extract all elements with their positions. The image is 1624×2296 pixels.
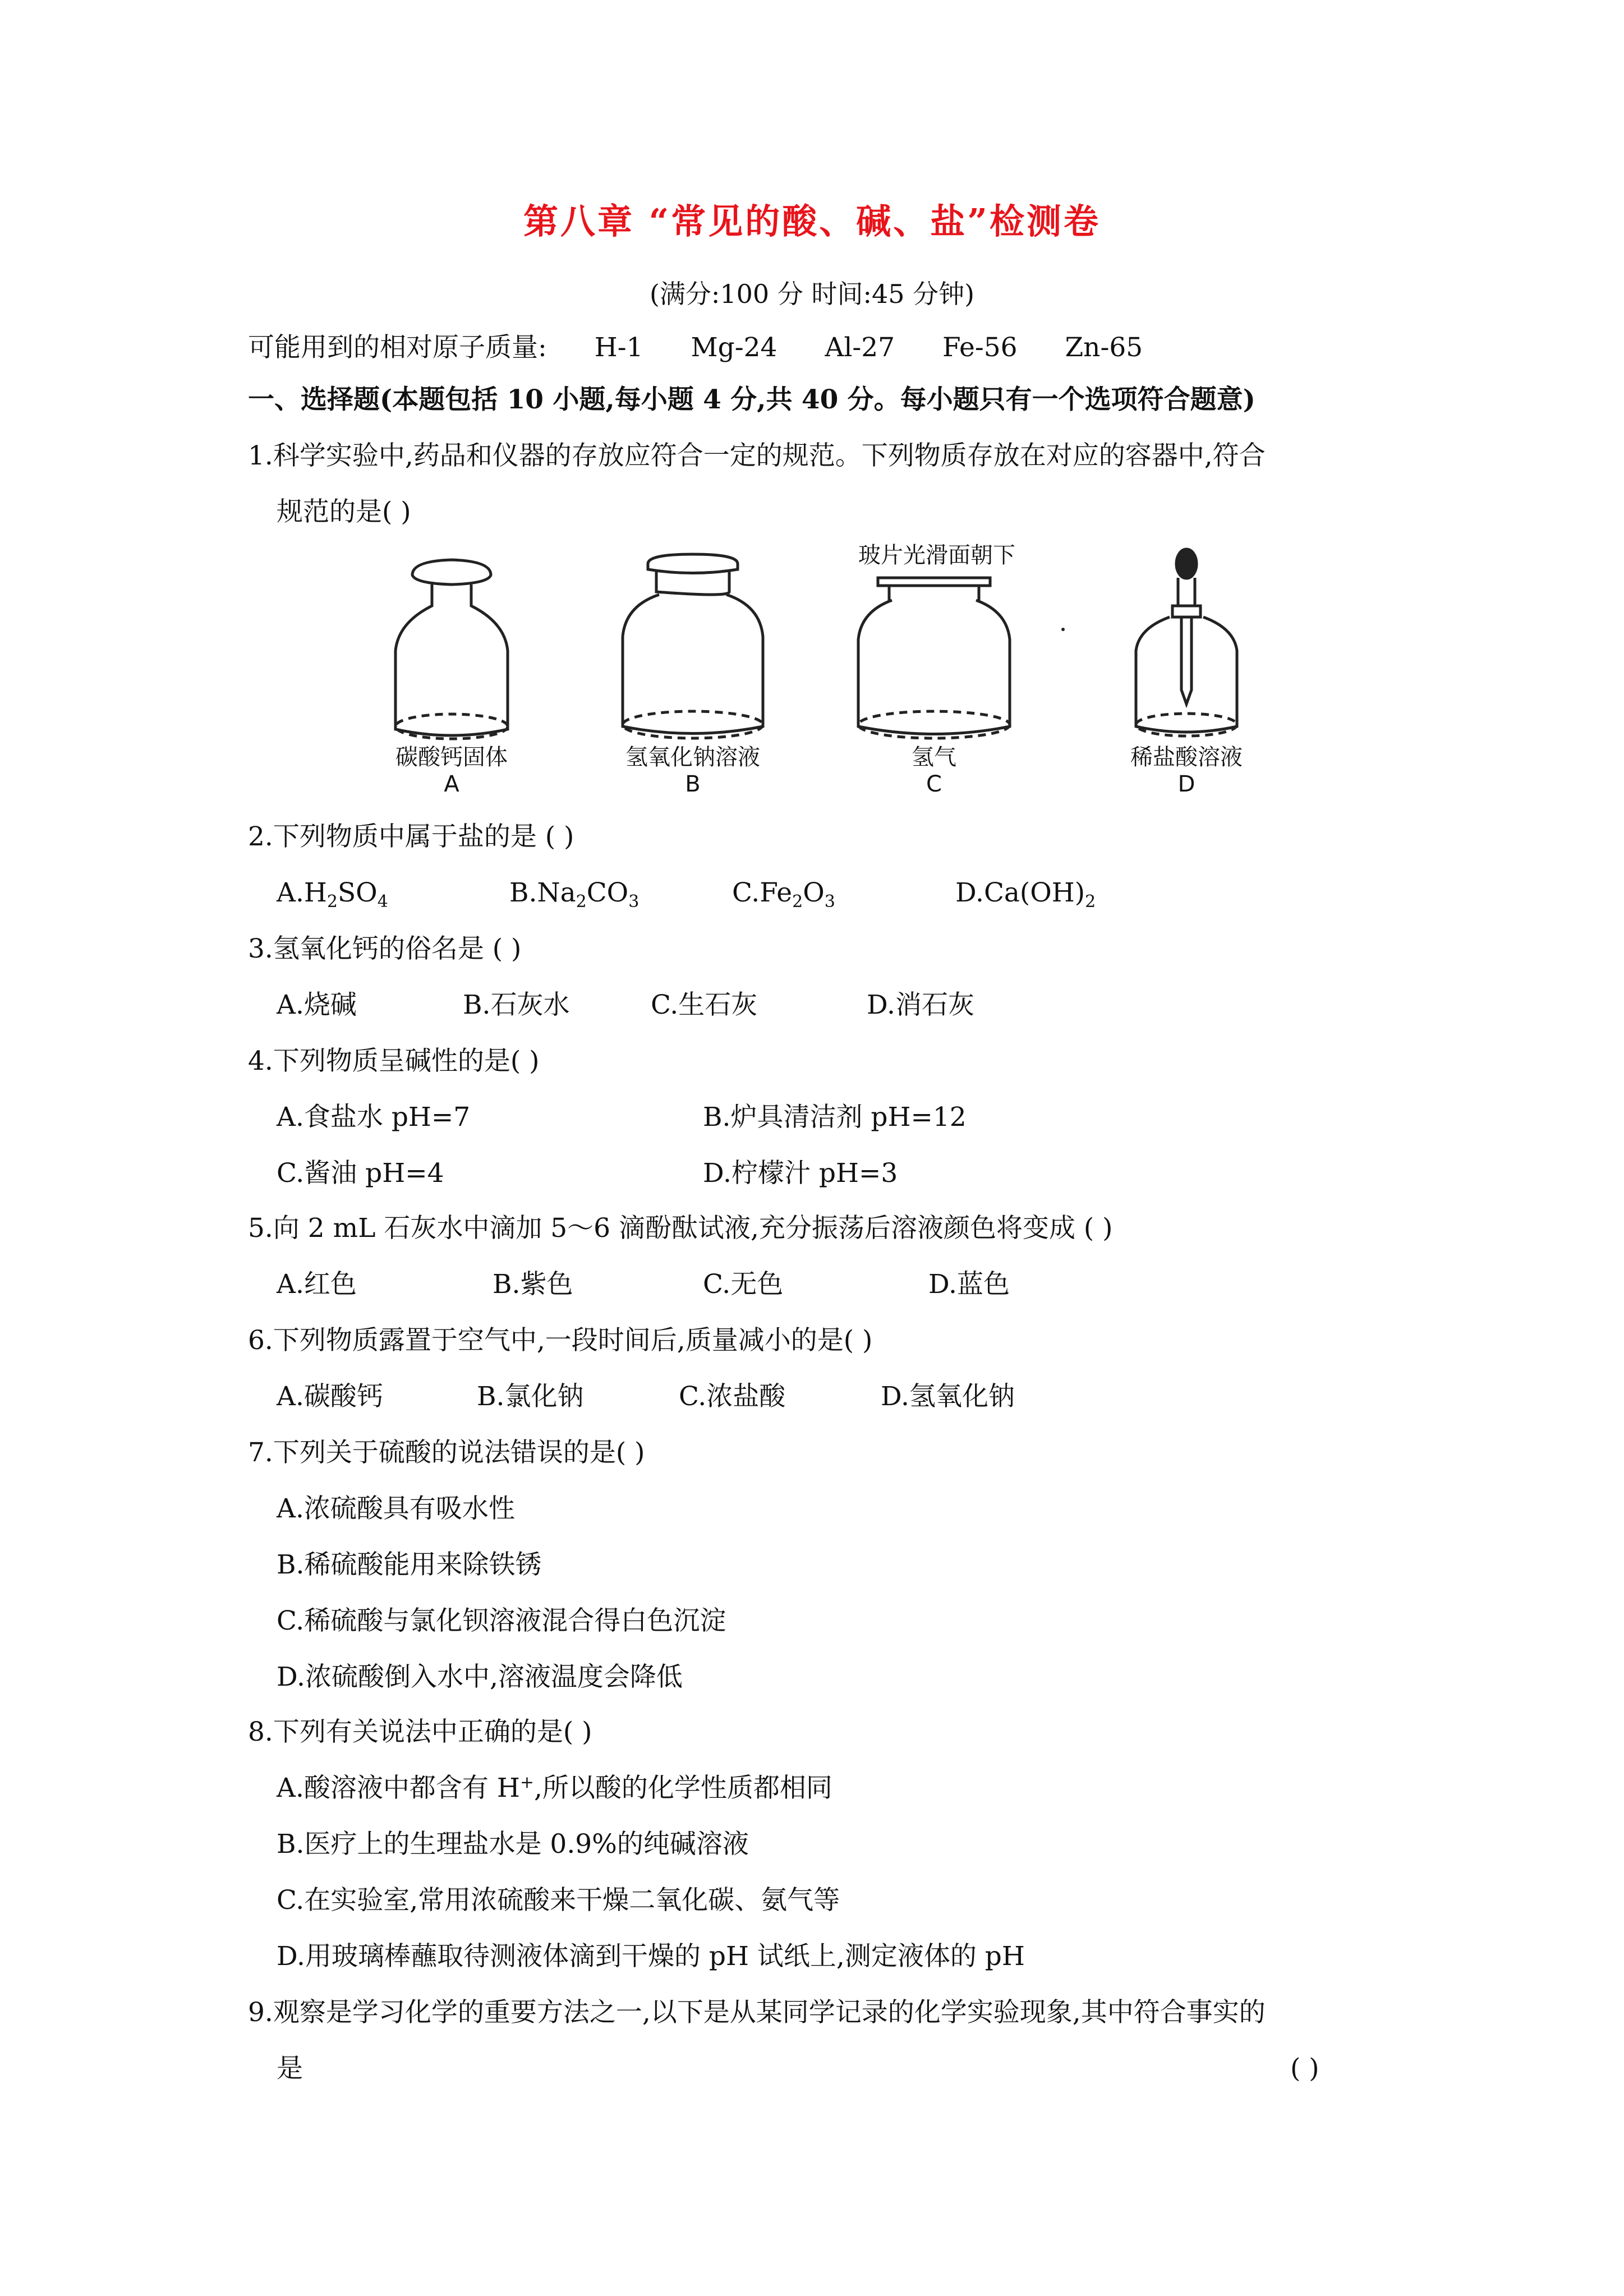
question-6-option-b: B.氯化钠 — [477, 1381, 584, 1412]
bottle-a-label: 碳酸钙固体 — [395, 744, 508, 770]
bottle-figure — [337, 544, 1318, 808]
question-7-option-a: A.浓硫酸具有吸水性 — [277, 1493, 515, 1524]
question-5-option-a: A.红色 — [277, 1269, 357, 1300]
bottle-b-letter: B — [685, 771, 701, 797]
question-4-option-d: D.柠檬汁 pH=3 — [703, 1158, 898, 1189]
question-3-option-c: C.生石灰 — [651, 990, 758, 1020]
question-6-option-c: C.浓盐酸 — [679, 1381, 786, 1412]
question-2-option-a: $A.H_2SO_4$ — [277, 877, 388, 912]
atomic-mass-al: Al-27 — [825, 332, 895, 363]
question-6-option-d: D.氢氧化钠 — [881, 1381, 1015, 1412]
question-5-stem: 5.向 2 mL 石灰水中滴加 5～6 滴酚酞试液,充分振荡后溶液颜色将变成 ( ) — [248, 1213, 1113, 1244]
bottle-a-letter: A — [444, 771, 459, 797]
question-7-option-d: D.浓硫酸倒入水中,溶液温度会降低 — [277, 1662, 683, 1692]
question-7-stem: 7.下列关于硫酸的说法错误的是( ) — [248, 1437, 645, 1468]
question-5-option-b: B.紫色 — [493, 1269, 573, 1300]
question-3-option-b: B.石灰水 — [463, 990, 570, 1020]
question-2-option-d: $D.Ca(OH)_2$ — [955, 877, 1096, 912]
question-2-option-b: $B.Na_2CO_3$ — [509, 877, 640, 912]
bottle-a-icon — [395, 560, 508, 739]
atomic-mass-zn: Zn-65 — [1065, 332, 1143, 363]
exam-info: (满分:100 分 时间:45 分钟) — [649, 279, 975, 309]
question-8-option-d: D.用玻璃棒蘸取待测液体滴到干燥的 pH 试纸上,测定液体的 pH — [277, 1941, 1025, 1972]
question-9-stem: 9.观察是学习化学的重要方法之一,以下是从某同学记录的化学实验现象,其中符合事实的 — [248, 1997, 1266, 2028]
bottle-c-icon — [858, 578, 1010, 738]
bottle-d-letter: D — [1177, 771, 1195, 797]
question-4-option-a: A.食盐水 pH=7 — [277, 1102, 471, 1133]
question-5-option-c: C.无色 — [703, 1269, 784, 1300]
page-title: 第八章 “常见的酸、碱、盐”检测卷 — [523, 201, 1101, 242]
question-3-stem: 3.氢氧化钙的俗名是 ( ) — [248, 933, 522, 964]
atomic-mass-label: 可能用到的相对原子质量: — [248, 332, 547, 363]
atomic-mass-mg: Mg-24 — [691, 332, 778, 363]
bottle-b-icon — [623, 554, 763, 738]
question-6-option-a: A.碳酸钙 — [277, 1381, 383, 1412]
question-3-option-a: A.烧碱 — [277, 990, 357, 1020]
question-7-option-c: C.稀硫酸与氯化钡溶液混合得白色沉淀 — [277, 1605, 726, 1636]
question-8-option-b: B.医疗上的生理盐水是 0.9%的纯碱溶液 — [277, 1829, 749, 1860]
bottle-b-label: 氢氧化钠溶液 — [625, 744, 760, 770]
question-8-option-a: A.酸溶液中都含有 H+,所以酸的化学性质都相同 — [277, 1773, 832, 1803]
atomic-mass-line — [248, 331, 1182, 365]
question-2-stem: 2.下列物质中属于盐的是 ( ) — [248, 821, 574, 852]
question-1-stem-cont: 规范的是( ) — [277, 496, 411, 527]
question-5-option-d: D.蓝色 — [928, 1269, 1010, 1300]
bottle-c-letter: C — [926, 771, 942, 797]
question-8-option-c: C.在实验室,常用浓硫酸来干燥二氧化碳、氨气等 — [277, 1885, 840, 1916]
question-9-answer-paren: ( ) — [1290, 2053, 1319, 2084]
bottle-c-label: 氢气 — [912, 744, 956, 770]
bottle-d-icon — [1136, 549, 1237, 736]
question-8-stem: 8.下列有关说法中正确的是( ) — [248, 1717, 592, 1747]
question-6-stem: 6.下列物质露置于空气中,一段时间后,质量减小的是( ) — [248, 1325, 873, 1356]
question-4-stem: 4.下列物质呈碱性的是( ) — [248, 1046, 540, 1076]
question-3-option-d: D.消石灰 — [867, 990, 974, 1020]
question-7-option-b: B.稀硫酸能用来除铁锈 — [277, 1549, 542, 1580]
question-9-stem-cont: 是 — [277, 2053, 303, 2084]
section-heading: 一、选择题(本题包括 10 小题,每小题 4 分,共 40 分。每小题只有一个选项符合题意) — [248, 384, 1255, 415]
atomic-mass-h: H-1 — [594, 332, 643, 363]
atomic-mass-fe: Fe-56 — [942, 332, 1018, 363]
glass-plate-note: 玻片光滑面朝下 — [858, 542, 1015, 568]
bottle-d-label: 稀盐酸溶液 — [1130, 744, 1243, 770]
question-4-option-b: B.炉具清洁剂 pH=12 — [703, 1102, 967, 1133]
question-1-stem: 1.科学实验中,药品和仪器的存放应符合一定的规范。下列物质存放在对应的容器中,符合 — [248, 440, 1266, 471]
question-4-option-c: C.酱油 pH=4 — [277, 1158, 444, 1189]
question-2-option-c: $C.Fe_2O_3$ — [732, 877, 835, 912]
